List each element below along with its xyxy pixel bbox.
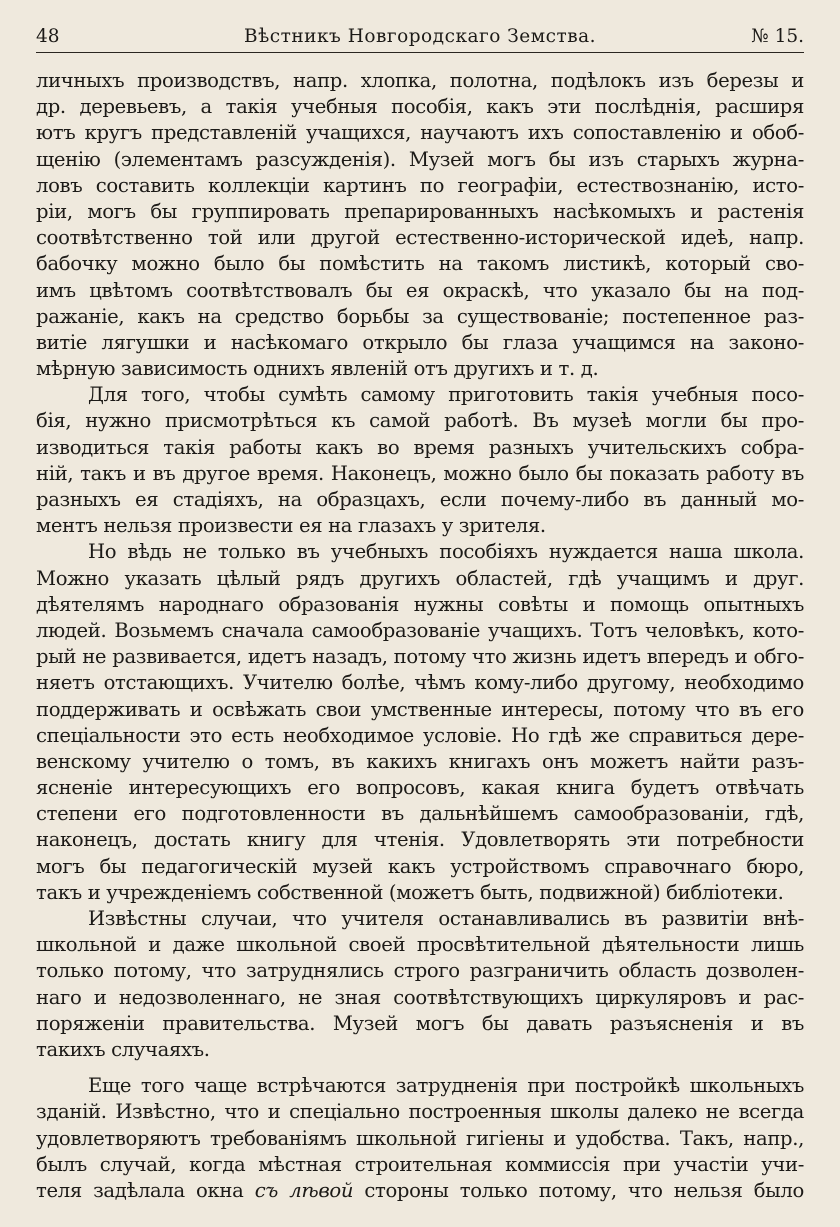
text-line: людей. Возьмемъ сначала самообразованіе учащихъ. Тотъ человѣкъ, кото- <box>36 618 804 642</box>
text-line: др. деревьевъ, а такія учебныя пособія, какъ эти послѣднія, расширя <box>36 95 804 119</box>
text-segment: стороны только потому, что нельзя было <box>364 1178 804 1202</box>
text-line: ловъ составить коллекціи картинъ по географіи, естествознанію, исто- <box>36 173 804 197</box>
page-header <box>36 22 804 52</box>
text-line: изводиться такія работы какъ во время разныхъ учительскихъ собра- <box>36 435 804 459</box>
text-line: поддерживать и освѣжать свои умственные интересы, потому что въ его <box>36 697 804 721</box>
text-line: наконецъ, достать книгу для чтенія. Удовлетворять эти потребности <box>36 828 804 852</box>
text-segment: теля задѣлала окна <box>36 1178 244 1202</box>
text-line: степени его подготовленности въ дальнѣйшемъ самообразованіи, гдѣ, <box>36 802 804 826</box>
text-line: личныхъ производствъ, напр. хлопка, полотна, подѣлокъ изъ березы и <box>36 69 804 92</box>
text-line: ментъ нельзя произвести ея на глазахъ у зрителя. <box>36 514 546 538</box>
text-line: ясненіе интересующихъ его вопросовъ, какая книга будетъ отвѣчать <box>36 776 804 800</box>
paragraph-start-line: Еще того чаще встрѣчаются затрудненія при постройкѣ школьныхъ <box>88 1074 804 1098</box>
text-line: бія, нужно присмотрѣться къ самой работѣ. Въ музеѣ могли бы про- <box>36 409 804 433</box>
text-line: наго и недозволеннаго, не зная соотвѣтствующихъ циркуляровъ и рас- <box>36 985 804 1009</box>
text-line: ражаніе, какъ на средство борьбы за существованіе; постепенное раз- <box>36 304 804 328</box>
text-line: только потому, что затруднялись строго разграничить область дозволен- <box>36 959 804 983</box>
text-line: ріи, могъ бы группировать препарированныхъ насѣкомыхъ и растенія <box>36 199 804 223</box>
paragraph-start-line: Но вѣдь не только въ учебныхъ пособіяхъ нуждается наша школа. <box>88 540 804 564</box>
text-line: Можно указать цѣлый рядъ другихъ областей, гдѣ учащимъ и друг. <box>36 566 804 590</box>
issue-number: № 15. <box>751 26 804 47</box>
article-body <box>36 68 804 1202</box>
header-rule <box>36 52 804 53</box>
text-line: щенію (элементамъ разсужденія). Музей могъ бы изъ старыхъ журна- <box>36 147 804 171</box>
page-number: 48 <box>36 26 60 47</box>
text-line: рый не развивается, идетъ назадъ, потому что жизнь идетъ впередъ и обго- <box>36 645 804 669</box>
paragraph-start-line: Для того, чтобы сумѣть самому приготовить такія учебныя посо- <box>88 383 804 407</box>
text-line: поряженіи правительства. Музей могъ бы давать разъясненія и въ <box>36 1011 804 1035</box>
journal-title: Вѣстникъ Новгородскаго Земства. <box>243 26 597 47</box>
text-line: имъ цвѣтомъ соотвѣтствовалъ бы ея окраскѣ, что указало бы на под- <box>36 278 804 302</box>
text-line: витіе лягушки и насѣкомаго открыло бы глаза учащимся на законо- <box>36 330 804 354</box>
text-line: такъ и учрежденіемъ собственной (можетъ быть, подвижной) библіотеки. <box>36 880 784 904</box>
text-line: школьной и даже школьной своей просвѣтительной дѣятельности лишь <box>36 933 804 957</box>
text-line: спеціальности это есть необходимое условіе. Но гдѣ же справиться дере- <box>36 723 804 747</box>
text-line: разныхъ ея стадіяхъ, на образцахъ, если почему-либо въ данный мо- <box>36 488 804 511</box>
italic-emphasis: съ лѣвой <box>254 1178 354 1202</box>
text-line: бабочку можно было бы помѣстить на такомъ листикѣ, который сво- <box>36 252 804 276</box>
text-line: венскому учителю о томъ, въ какихъ книгахъ онъ можетъ найти разъ- <box>36 749 804 773</box>
text-line <box>36 1178 804 1202</box>
text-line: ютъ кругъ представленій учащихся, научаютъ ихъ сопоставленію и обоб- <box>36 121 804 145</box>
text-line: такихъ случаяхъ. <box>36 1037 210 1061</box>
text-line: удовлетворяютъ требованіямъ школьной гигіены и удобства. Такъ, напр., <box>36 1126 804 1150</box>
text-line: зданій. Извѣстно, что и спеціально построенныя школы далеко не всегда <box>36 1100 804 1124</box>
text-line: мѣрную зависимость однихъ явленій отъ другихъ и т. д. <box>36 357 599 381</box>
text-line: дѣятелямъ народнаго образованія нужны совѣты и помощь опытныхъ <box>36 592 804 616</box>
text-line: няетъ отстающихъ. Учителю болѣе, чѣмъ кому-либо другому, необходимо <box>36 671 804 695</box>
text-line: ній, такъ и въ другое время. Наконецъ, можно было бы показать работу въ <box>36 461 804 485</box>
text-line: могъ бы педагогическій музей какъ устройствомъ справочнаго бюро, <box>36 854 804 878</box>
text-line: соотвѣтственно той или другой естественно-исторической идеѣ, напр. <box>36 226 804 250</box>
text-line: былъ случай, когда мѣстная строительная коммиссія при участіи учи- <box>36 1152 804 1176</box>
paragraph-start-line: Извѣстны случаи, что учителя останавливались въ развитіи внѣ- <box>88 907 804 930</box>
